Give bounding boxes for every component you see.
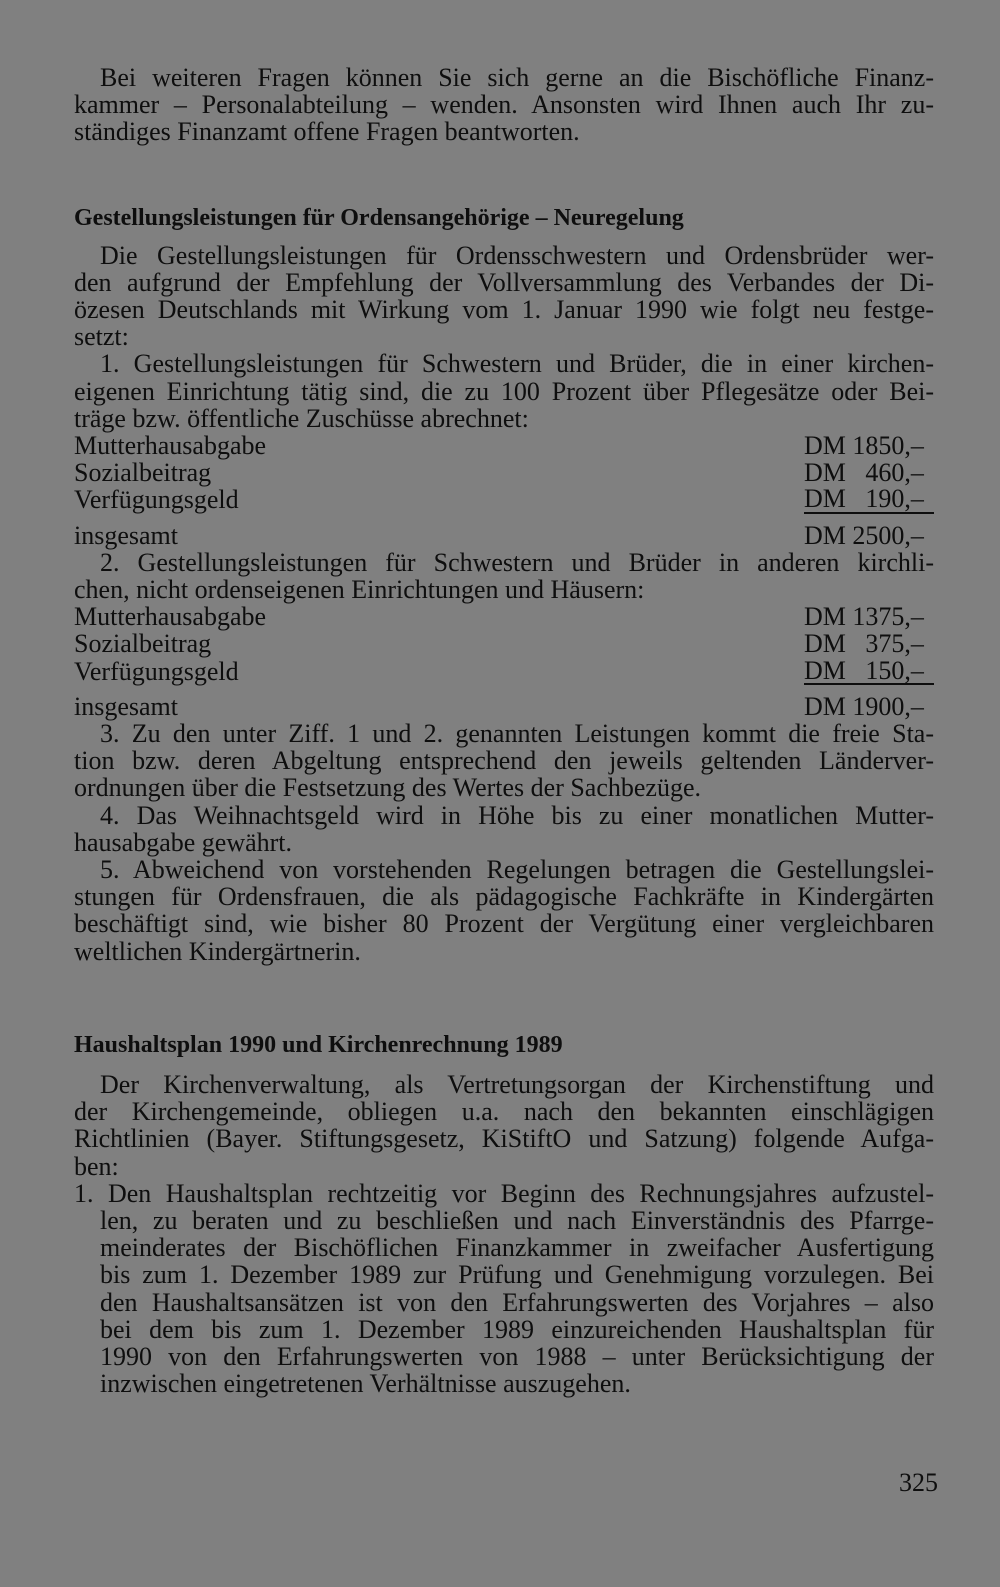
total-amount: DM 1900,– — [804, 691, 924, 721]
section1-item-3 — [74, 720, 934, 802]
section2-item-1 — [74, 1180, 934, 1398]
text-line: beschäftigt sind, wie bisher 80 Prozent der Vergütung einer vergleichbaren — [74, 909, 934, 939]
row-label: Sozialbeitrag — [74, 458, 212, 488]
table-row — [74, 630, 934, 657]
text-line: ordnungen über die Festsetzung des Wertes der Sachbezüge. — [74, 773, 702, 803]
section1-item-2 — [74, 549, 934, 603]
text-line: 1. Gestellungsleistungen für Schwestern und Brüder, die in einer kirchen- — [100, 349, 934, 379]
row-label: Mutterhausabgabe — [74, 431, 267, 461]
section1-item-1 — [74, 350, 934, 432]
row-amount-underlined: DM 190,– — [804, 486, 934, 513]
text-line: bis zum 1. Dezember 1989 zur Prüfung und Genehmigung vorzulegen. Bei — [100, 1260, 934, 1290]
text-line: hausabgabe gewährt. — [74, 827, 293, 857]
row-amount-underlined: DM 150,– — [804, 658, 934, 685]
text-line: Bei weiteren Fragen können Sie sich gerne an die Bischöfliche Finanz- — [100, 63, 934, 92]
text-line: Richtlinien (Bayer. Stiftungsgesetz, KiStiftO und Satzung) folgende Aufga- — [74, 1124, 934, 1154]
text-line: kammer – Personalabteilung – wenden. Ansonsten wird Ihnen auch Ihr zu- — [74, 90, 934, 120]
total-label: insgesamt — [74, 520, 178, 550]
text-line: özesen Deutschlands mit Wirkung vom 1. Januar 1990 wie folgt neu festge- — [74, 295, 934, 325]
section-heading-haushaltsplan: Haushaltsplan 1990 und Kirchenrechnung 1989 — [74, 1031, 563, 1058]
row-amount: DM 460,– — [804, 458, 924, 488]
total-amount: DM 2500,– — [804, 520, 924, 550]
text-line: bei dem bis zum 1. Dezember 1989 einzureichenden Haushaltsplan für — [100, 1314, 934, 1344]
text-line: len, zu beraten und zu beschließen und nach Einverständnis des Pfarrge- — [100, 1205, 934, 1235]
text-line: setzt: — [74, 322, 129, 352]
row-label: Mutterhausabgabe — [74, 602, 267, 632]
row-label: Sozialbeitrag — [74, 629, 212, 659]
text-line: weltlichen Kindergärtnerin. — [74, 936, 361, 966]
text-line: 4. Das Weihnachtsgeld wird in Höhe bis zu einer monatlichen Mutter- — [100, 800, 934, 830]
text-line: 1990 von den Erfahrungswerten von 1988 – unter Berücksichtigung der — [100, 1341, 934, 1371]
text-line: 5. Abweichend von vorstehenden Regelungen betragen die Gestellungslei- — [100, 855, 934, 885]
text-line: eigenen Einrichtung tätig sind, die zu 100 Prozent über Pflegesätze oder Bei- — [74, 376, 934, 406]
text-line: den Haushaltsansätzen ist von den Erfahrungswerten des Vorjahres – also — [100, 1287, 934, 1317]
page-number: 325 — [899, 1468, 938, 1497]
text-line: der Kirchengemeinde, obliegen u.a. nach den bekannten einschlägigen — [74, 1097, 934, 1127]
text-line: tion bzw. deren Abgeltung entsprechend den jeweils geltenden Länderver- — [74, 746, 934, 776]
row-label: Verfügungsgeld — [74, 485, 239, 515]
text-line: träge bzw. öffentliche Zuschüsse abrechnet: — [74, 403, 529, 433]
text-line: Der Kirchenverwaltung, als Vertretungsorgan der Kirchenstiftung und — [100, 1069, 934, 1099]
section2-intro-paragraph — [74, 1071, 934, 1180]
text-line: 1. Den Haushaltsplan rechtzeitig vor Beginn des Rechnungsjahres aufzustel- — [74, 1178, 934, 1208]
amount-table-1 — [74, 432, 934, 549]
total-row — [74, 522, 934, 549]
row-amount: DM 1375,– — [804, 602, 924, 632]
table-row — [74, 432, 934, 459]
table-row — [74, 603, 934, 630]
section1-intro-paragraph — [74, 242, 934, 351]
text-line: 2. Gestellungsleistungen für Schwestern und Brüder in anderen kirchli- — [100, 547, 934, 577]
text-line: meinderates der Bischöflichen Finanzkammer in zweifacher Ausfertigung — [100, 1233, 934, 1263]
table-row — [74, 655, 934, 686]
text-line: stungen für Ordensfrauen, die als pädagogische Fachkräfte in Kindergärten — [74, 882, 934, 912]
total-row — [74, 693, 934, 720]
section1-item-5 — [74, 856, 934, 965]
text-line: chen, nicht ordenseigenen Einrichtungen und Häusern: — [74, 575, 645, 605]
section1-item-4 — [74, 802, 934, 856]
text-line: ben: — [74, 1151, 119, 1181]
document-page — [74, 64, 934, 1397]
text-line: Die Gestellungsleistungen für Ordensschwestern und Ordensbrüder wer- — [100, 240, 934, 270]
text-line: inzwischen eingetretenen Verhältnisse auszugehen. — [100, 1369, 631, 1399]
amount-table-2 — [74, 603, 934, 720]
table-row — [74, 486, 934, 513]
total-label: insgesamt — [74, 691, 178, 721]
text-line: ständiges Finanzamt offene Fragen beantworten. — [74, 117, 580, 147]
row-label: Verfügungsgeld — [74, 656, 239, 686]
intro-paragraph — [74, 64, 934, 146]
section-heading-gestellungsleistungen: Gestellungsleistungen für Ordensangehörige – Neuregelung — [74, 204, 684, 231]
table-row — [74, 459, 934, 486]
row-amount: DM 375,– — [804, 629, 924, 659]
text-line: 3. Zu den unter Ziff. 1 und 2. genannten Leistungen kommt die freie Sta- — [100, 719, 934, 749]
text-line: den aufgrund der Empfehlung der Vollversammlung des Verbandes der Di- — [74, 267, 934, 297]
row-amount: DM 1850,– — [804, 431, 924, 461]
